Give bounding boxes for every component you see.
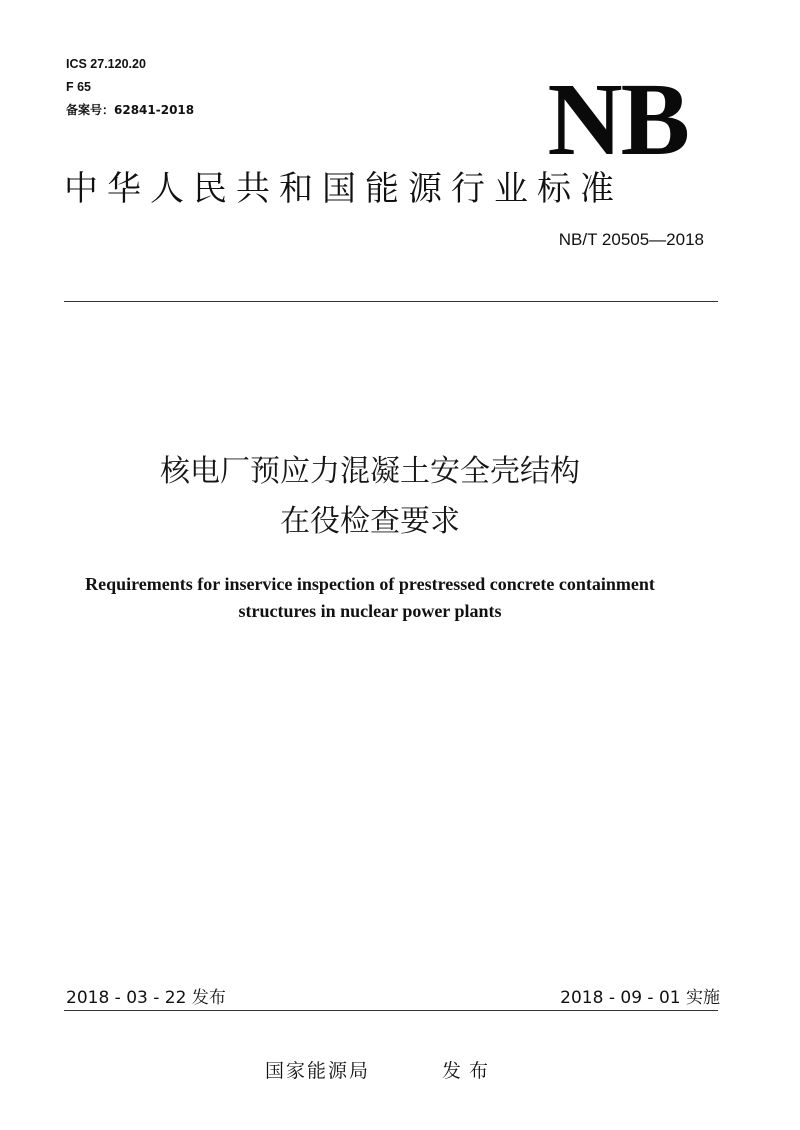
title-en-line-2: structures in nuclear power plants xyxy=(238,601,502,621)
nb-logo: NB xyxy=(547,62,688,177)
implementation-date: 2018 - 09 - 01 实施 xyxy=(560,988,720,1008)
ics-code: ICS 27.120.20 xyxy=(66,57,146,71)
standard-number: NB/T 20505—2018 xyxy=(558,230,704,249)
issuer-action: 发布 xyxy=(442,1060,497,1082)
title-en-line-1: Requirements for inservice inspection of prestressed concrete containment xyxy=(85,574,655,594)
top-divider xyxy=(64,301,718,302)
ccs-code: F 65 xyxy=(66,80,92,94)
issue-date: 2018 - 03 - 22 发布 xyxy=(66,988,226,1008)
issuer-name: 国家能源局 xyxy=(265,1060,371,1082)
standard-category: 中华人民共和国能源行业标准 xyxy=(64,169,623,209)
bottom-divider xyxy=(64,1010,718,1011)
record-number: 备案号：62841-2018 xyxy=(66,103,195,117)
title-cn-line-2: 在役检查要求 xyxy=(280,504,460,539)
title-cn-line-1: 核电厂预应力混凝土安全壳结构 xyxy=(160,454,580,489)
